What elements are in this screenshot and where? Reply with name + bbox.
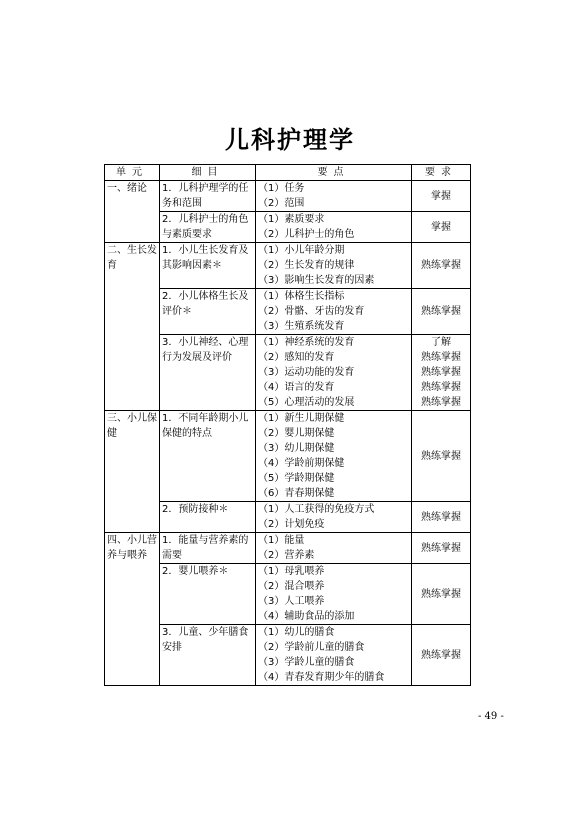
point-item: （5）学龄期保健 (258, 473, 335, 484)
requirement-cell (412, 625, 471, 686)
points-cell (256, 289, 412, 335)
requirement-cell (412, 502, 471, 533)
requirement-label: 熟练掌握 (421, 450, 461, 462)
points-cell (256, 212, 412, 243)
table-row (105, 625, 471, 686)
table-row (105, 502, 471, 533)
requirement-cell (412, 181, 471, 212)
point-item: （3）运动功能的发育 (258, 367, 355, 378)
point-item: （1）任务 (258, 183, 305, 194)
point-item: （4）语言的发育 (258, 382, 335, 393)
point-item: （2）感知的发育 (258, 352, 335, 363)
detail-cell: 3．儿童、少年膳食安排 (160, 625, 256, 686)
point-item: （3）影响生长发育的因素 (258, 275, 375, 286)
point-item: （3）学龄儿童的膳食 (258, 657, 355, 668)
detail-cell: 1．儿科护理学的任务和范围 (160, 181, 256, 212)
points-cell (256, 411, 412, 502)
page-number: - 49 - (478, 711, 504, 722)
point-item: （5）心理活动的发展 (258, 397, 355, 408)
header-detail: 细目 (160, 165, 256, 181)
points-cell (256, 502, 412, 533)
point-item: （4）辅助食品的添加 (258, 611, 355, 622)
point-item: （1）幼儿的膳食 (258, 627, 335, 638)
points-cell (256, 564, 412, 625)
requirement-label: 熟练掌握 (421, 352, 461, 363)
points-cell (256, 533, 412, 564)
point-item: （2）婴儿期保健 (258, 428, 335, 439)
header-points: 要点 (256, 165, 412, 181)
detail-cell: 1．能量与营养素的需要 (160, 533, 256, 564)
point-item: （1）神经系统的发育 (258, 337, 355, 348)
detail-cell: 2．预防接种＊ (160, 502, 256, 533)
points-cell (256, 625, 412, 686)
page-title: 儿科护理学 (225, 126, 355, 154)
point-item: （4）学龄前期保健 (258, 458, 345, 469)
point-item: （4）青春发育期少年的膳食 (258, 672, 385, 683)
unit-cell: 二、生长发育 (105, 243, 160, 411)
header-requirement: 要求 (412, 165, 471, 181)
point-item: （2）学龄前儿童的膳食 (258, 642, 365, 653)
point-item: （2）范围 (258, 198, 305, 209)
requirement-cell (412, 289, 471, 335)
unit-cell: 四、小儿营养与喂养 (105, 533, 160, 686)
requirement-label: 熟练掌握 (421, 588, 461, 600)
requirement-label: 熟练掌握 (421, 649, 461, 661)
unit-cell: 一、绪论 (105, 181, 160, 243)
points-cell (256, 335, 412, 411)
point-item: （2）计划免疫 (258, 519, 325, 530)
point-item: （2）骨骼、牙齿的发育 (258, 306, 365, 317)
requirement-label: 熟练掌握 (421, 260, 461, 271)
requirement-label: 熟练掌握 (421, 511, 461, 523)
header-unit: 单元 (105, 165, 160, 181)
table-row (105, 411, 471, 502)
point-item: （2）混合喂养 (258, 581, 325, 592)
table-body (105, 181, 471, 686)
point-item: （2）营养素 (258, 550, 315, 561)
point-item: （1）人工获得的免疫方式 (258, 504, 375, 515)
point-item: （3）人工喂养 (258, 596, 325, 607)
unit-cell: 三、小儿保健 (105, 411, 160, 533)
detail-cell: 1．小儿生长发育及其影响因素＊ (160, 243, 256, 289)
detail-cell: 2．婴儿喂养＊ (160, 564, 256, 625)
points-cell (256, 181, 412, 212)
requirement-label: 掌握 (431, 190, 451, 202)
point-item: （1）母乳喂养 (258, 566, 325, 577)
point-item: （1）能量 (258, 535, 305, 546)
requirement-label: 掌握 (431, 221, 451, 233)
requirement-label: 熟练掌握 (421, 382, 461, 393)
point-item: （2）生长发育的规律 (258, 260, 355, 271)
syllabus-table (104, 164, 471, 686)
points-cell (256, 243, 412, 289)
table-row (105, 212, 471, 243)
requirement-label: 熟练掌握 (421, 306, 461, 317)
requirement-cell (412, 335, 471, 411)
table-row (105, 533, 471, 564)
point-item: （3）生殖系统发育 (258, 321, 345, 332)
detail-cell: 2．儿科护士的角色与素质要求 (160, 212, 256, 243)
table-header-row (105, 165, 471, 181)
requirement-cell (412, 212, 471, 243)
point-item: （1）素质要求 (258, 214, 325, 225)
table-row (105, 243, 471, 289)
requirement-cell (412, 411, 471, 502)
point-item: （3）幼儿期保健 (258, 443, 335, 454)
table-row (105, 289, 471, 335)
table-row (105, 181, 471, 212)
requirement-label: 了解 (431, 337, 451, 348)
requirement-cell (412, 533, 471, 564)
requirement-cell (412, 243, 471, 289)
point-item: （2）儿科护士的角色 (258, 229, 355, 240)
point-item: （6）青春期保健 (258, 488, 335, 499)
detail-cell: 2．小儿体格生长及评价＊ (160, 289, 256, 335)
point-item: （1）小儿年龄分期 (258, 245, 345, 256)
requirement-label: 熟练掌握 (421, 397, 461, 408)
point-item: （1）新生儿期保健 (258, 413, 345, 424)
point-item: （1）体格生长指标 (258, 291, 345, 302)
requirement-label: 熟练掌握 (421, 367, 461, 378)
table-row (105, 335, 471, 411)
requirement-cell (412, 564, 471, 625)
requirement-label: 熟练掌握 (421, 542, 461, 554)
detail-cell: 3．小儿神经、心理行为发展及评价 (160, 335, 256, 411)
table-row (105, 564, 471, 625)
detail-cell: 1．不同年龄期小儿保健的特点 (160, 411, 256, 502)
